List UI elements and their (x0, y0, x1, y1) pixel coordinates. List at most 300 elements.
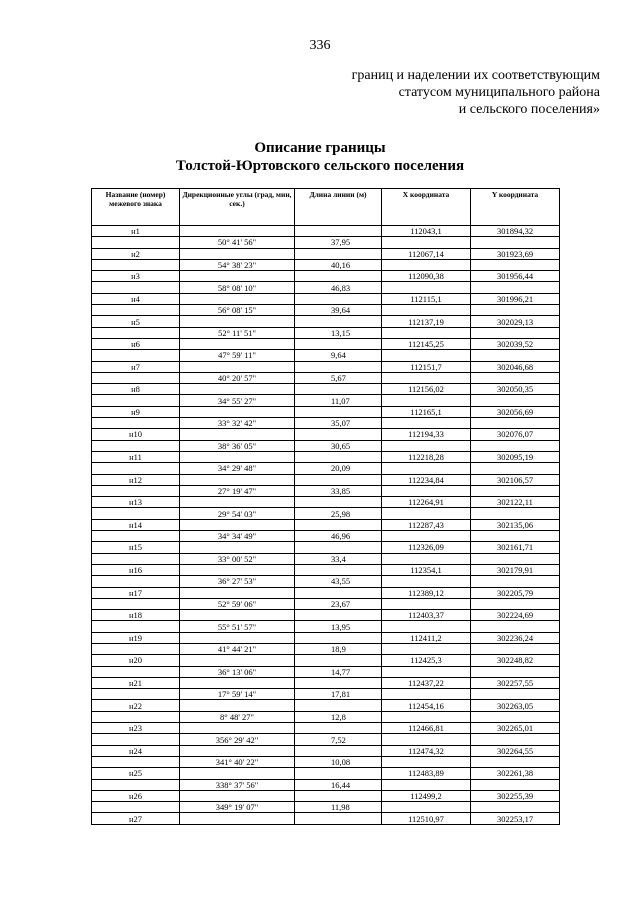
marker-name: н26 (92, 790, 180, 801)
line-length: 46,83 (295, 282, 382, 293)
empty-cell (471, 418, 560, 429)
y-coordinate: 302179,91 (471, 564, 560, 575)
x-coordinate: 112264,91 (382, 497, 471, 508)
x-coordinate: 112411,2 (382, 632, 471, 643)
x-coordinate: 112137,19 (382, 316, 471, 327)
document-title (0, 139, 640, 175)
table-row (92, 508, 560, 519)
header-x: Х координата (382, 189, 471, 226)
empty-cell (295, 497, 382, 508)
directional-angle: 33° 32' 42" (180, 418, 295, 429)
empty-cell (471, 689, 560, 700)
empty-cell (382, 598, 471, 609)
directional-angle: 34° 34' 49" (180, 531, 295, 542)
x-coordinate: 112151,7 (382, 361, 471, 372)
x-coordinate: 112145,25 (382, 338, 471, 349)
empty-cell (92, 576, 180, 587)
empty-cell (180, 338, 295, 349)
empty-cell (382, 395, 471, 406)
table-row (92, 621, 560, 632)
table-row (92, 790, 560, 801)
boundary-table (91, 188, 560, 825)
table-row (92, 440, 560, 451)
empty-cell (471, 553, 560, 564)
empty-cell (180, 293, 295, 304)
empty-cell (180, 519, 295, 530)
empty-cell (295, 226, 382, 237)
empty-cell (180, 700, 295, 711)
directional-angle: 338° 37' 56" (180, 779, 295, 790)
empty-cell (180, 610, 295, 621)
table-row (92, 813, 560, 824)
x-coordinate: 112389,12 (382, 587, 471, 598)
x-coordinate: 112354,1 (382, 564, 471, 575)
y-coordinate: 302257,55 (471, 677, 560, 688)
empty-cell (92, 734, 180, 745)
y-coordinate: 302255,39 (471, 790, 560, 801)
y-coordinate: 302224,69 (471, 610, 560, 621)
marker-name: н7 (92, 361, 180, 372)
line-length: 30,65 (295, 440, 382, 451)
empty-cell (382, 282, 471, 293)
empty-cell (92, 598, 180, 609)
empty-cell (382, 779, 471, 790)
x-coordinate: 112425,3 (382, 655, 471, 666)
empty-cell (92, 350, 180, 361)
y-coordinate: 302236,24 (471, 632, 560, 643)
empty-cell (295, 451, 382, 462)
table-row (92, 610, 560, 621)
continuation-line: и сельского поселения» (458, 102, 600, 117)
marker-name: н20 (92, 655, 180, 666)
table-row (92, 655, 560, 666)
directional-angle: 33° 00' 52" (180, 553, 295, 564)
table-row (92, 677, 560, 688)
y-coordinate: 302248,82 (471, 655, 560, 666)
directional-angle: 47° 59' 11" (180, 350, 295, 361)
marker-name: н4 (92, 293, 180, 304)
y-coordinate: 302122,11 (471, 497, 560, 508)
directional-angle: 349° 19' 07" (180, 802, 295, 813)
x-coordinate: 112115,1 (382, 293, 471, 304)
empty-cell (295, 768, 382, 779)
empty-cell (92, 666, 180, 677)
y-coordinate: 302095,19 (471, 451, 560, 462)
empty-cell (471, 802, 560, 813)
directional-angle: 40° 20' 57" (180, 372, 295, 383)
table-row (92, 384, 560, 395)
x-coordinate: 112326,09 (382, 542, 471, 553)
y-coordinate: 301894,32 (471, 226, 560, 237)
empty-cell (471, 372, 560, 383)
line-length: 20,09 (295, 463, 382, 474)
marker-name: н14 (92, 519, 180, 530)
table-row (92, 745, 560, 756)
directional-angle: 341° 40' 22" (180, 756, 295, 767)
table-row (92, 237, 560, 248)
table-row (92, 768, 560, 779)
marker-name: н6 (92, 338, 180, 349)
table-header-row (92, 189, 560, 226)
empty-cell (92, 259, 180, 270)
line-length: 33,4 (295, 553, 382, 564)
line-length: 39,64 (295, 305, 382, 316)
line-length: 33,85 (295, 485, 382, 496)
x-coordinate: 112474,32 (382, 745, 471, 756)
directional-angle: 27° 19' 47" (180, 485, 295, 496)
continuation-line: статусом муниципального района (398, 85, 600, 100)
empty-cell (382, 463, 471, 474)
marker-name: н13 (92, 497, 180, 508)
line-length: 37,95 (295, 237, 382, 248)
empty-cell (92, 553, 180, 564)
table-row (92, 711, 560, 722)
marker-name: н16 (92, 564, 180, 575)
empty-cell (92, 485, 180, 496)
page-number: 336 (309, 38, 331, 53)
empty-cell (295, 813, 382, 824)
marker-name: н23 (92, 723, 180, 734)
empty-cell (180, 406, 295, 417)
empty-cell (471, 282, 560, 293)
table-row (92, 293, 560, 304)
empty-cell (382, 576, 471, 587)
empty-cell (180, 813, 295, 824)
table-row (92, 259, 560, 270)
directional-angle: 41° 44' 21" (180, 643, 295, 654)
empty-cell (382, 259, 471, 270)
table-row (92, 531, 560, 542)
y-coordinate: 302029,13 (471, 316, 560, 327)
table-row (92, 700, 560, 711)
empty-cell (471, 734, 560, 745)
line-length: 9,64 (295, 350, 382, 361)
empty-cell (382, 666, 471, 677)
marker-name: н10 (92, 429, 180, 440)
table-row (92, 282, 560, 293)
table-row (92, 451, 560, 462)
table-row (92, 372, 560, 383)
empty-cell (382, 350, 471, 361)
line-length: 12,8 (295, 711, 382, 722)
x-coordinate: 112499,2 (382, 790, 471, 801)
empty-cell (382, 508, 471, 519)
line-length: 11,98 (295, 802, 382, 813)
empty-cell (382, 305, 471, 316)
table-row (92, 598, 560, 609)
table-row (92, 564, 560, 575)
y-coordinate: 302050,35 (471, 384, 560, 395)
y-coordinate: 302265,01 (471, 723, 560, 734)
empty-cell (471, 643, 560, 654)
x-coordinate: 112466,81 (382, 723, 471, 734)
directional-angle: 36° 13' 06" (180, 666, 295, 677)
table-row (92, 666, 560, 677)
empty-cell (92, 282, 180, 293)
y-coordinate: 302264,55 (471, 745, 560, 756)
table-row (92, 406, 560, 417)
empty-cell (295, 316, 382, 327)
empty-cell (92, 531, 180, 542)
x-coordinate: 112218,28 (382, 451, 471, 462)
line-length: 43,55 (295, 576, 382, 587)
x-coordinate: 112234,84 (382, 474, 471, 485)
empty-cell (180, 564, 295, 575)
empty-cell (180, 474, 295, 485)
line-length: 5,67 (295, 372, 382, 383)
header-name: Название (номер) межевого знака (92, 189, 180, 226)
empty-cell (382, 643, 471, 654)
table-row (92, 485, 560, 496)
y-coordinate: 302263,05 (471, 700, 560, 711)
empty-cell (180, 271, 295, 282)
marker-name: н19 (92, 632, 180, 643)
empty-cell (92, 418, 180, 429)
y-coordinate: 302253,17 (471, 813, 560, 824)
marker-name: н1 (92, 226, 180, 237)
empty-cell (180, 384, 295, 395)
empty-cell (471, 237, 560, 248)
table-row (92, 779, 560, 790)
table-row (92, 689, 560, 700)
marker-name: н17 (92, 587, 180, 598)
empty-cell (382, 734, 471, 745)
empty-cell (382, 485, 471, 496)
table-row (92, 587, 560, 598)
directional-angle: 356° 29' 42" (180, 734, 295, 745)
marker-name: н27 (92, 813, 180, 824)
empty-cell (382, 418, 471, 429)
empty-cell (92, 327, 180, 338)
empty-cell (295, 406, 382, 417)
empty-cell (382, 711, 471, 722)
empty-cell (471, 395, 560, 406)
marker-name: н8 (92, 384, 180, 395)
continuation-text (352, 67, 600, 118)
empty-cell (295, 790, 382, 801)
empty-cell (471, 531, 560, 542)
x-coordinate: 112090,38 (382, 271, 471, 282)
empty-cell (295, 384, 382, 395)
empty-cell (180, 677, 295, 688)
table-row (92, 361, 560, 372)
empty-cell (382, 440, 471, 451)
marker-name: н11 (92, 451, 180, 462)
directional-angle: 50° 41' 56" (180, 237, 295, 248)
table-row (92, 802, 560, 813)
directional-angle: 55° 51' 57" (180, 621, 295, 632)
x-coordinate: 112510,97 (382, 813, 471, 824)
empty-cell (471, 666, 560, 677)
directional-angle: 56° 08' 15" (180, 305, 295, 316)
x-coordinate: 112067,14 (382, 248, 471, 259)
empty-cell (92, 372, 180, 383)
empty-cell (92, 237, 180, 248)
line-length: 13,95 (295, 621, 382, 632)
line-length: 13,15 (295, 327, 382, 338)
empty-cell (180, 361, 295, 372)
x-coordinate: 112437,22 (382, 677, 471, 688)
empty-cell (382, 372, 471, 383)
empty-cell (295, 361, 382, 372)
empty-cell (295, 271, 382, 282)
marker-name: н5 (92, 316, 180, 327)
empty-cell (180, 632, 295, 643)
empty-cell (92, 756, 180, 767)
empty-cell (382, 531, 471, 542)
table-row (92, 553, 560, 564)
empty-cell (382, 802, 471, 813)
x-coordinate: 112156,02 (382, 384, 471, 395)
x-coordinate: 112043,1 (382, 226, 471, 237)
empty-cell (382, 327, 471, 338)
empty-cell (92, 802, 180, 813)
line-length: 35,07 (295, 418, 382, 429)
table-row (92, 542, 560, 553)
empty-cell (295, 677, 382, 688)
empty-cell (295, 723, 382, 734)
line-length: 18,9 (295, 643, 382, 654)
y-coordinate: 302046,68 (471, 361, 560, 372)
empty-cell (295, 655, 382, 666)
empty-cell (295, 293, 382, 304)
empty-cell (180, 542, 295, 553)
table-row (92, 226, 560, 237)
empty-cell (295, 632, 382, 643)
marker-name: н2 (92, 248, 180, 259)
line-length: 46,96 (295, 531, 382, 542)
directional-angle: 58° 08' 10" (180, 282, 295, 293)
empty-cell (471, 756, 560, 767)
y-coordinate: 301923,69 (471, 248, 560, 259)
x-coordinate: 112287,43 (382, 519, 471, 530)
x-coordinate: 112194,33 (382, 429, 471, 440)
y-coordinate: 302076,07 (471, 429, 560, 440)
table-row (92, 497, 560, 508)
header-angle: Дирекционные углы (град, мин, сек.) (180, 189, 295, 226)
table-body (92, 226, 560, 825)
y-coordinate: 302261,38 (471, 768, 560, 779)
empty-cell (180, 587, 295, 598)
empty-cell (471, 621, 560, 632)
empty-cell (180, 497, 295, 508)
empty-cell (92, 689, 180, 700)
line-length: 40,16 (295, 259, 382, 270)
empty-cell (180, 655, 295, 666)
y-coordinate: 302106,57 (471, 474, 560, 485)
marker-name: н24 (92, 745, 180, 756)
empty-cell (471, 711, 560, 722)
empty-cell (180, 768, 295, 779)
directional-angle: 34° 55' 27" (180, 395, 295, 406)
empty-cell (92, 779, 180, 790)
marker-name: н18 (92, 610, 180, 621)
x-coordinate: 112403,37 (382, 610, 471, 621)
empty-cell (471, 485, 560, 496)
table-row (92, 429, 560, 440)
y-coordinate: 301956,44 (471, 271, 560, 282)
empty-cell (295, 474, 382, 485)
empty-cell (471, 305, 560, 316)
empty-cell (471, 463, 560, 474)
empty-cell (295, 338, 382, 349)
marker-name: н3 (92, 271, 180, 282)
directional-angle: 36° 27' 53" (180, 576, 295, 587)
line-length: 25,98 (295, 508, 382, 519)
empty-cell (92, 463, 180, 474)
header-length: Длина линии (м) (295, 189, 382, 226)
empty-cell (180, 451, 295, 462)
y-coordinate: 302056,69 (471, 406, 560, 417)
table-row (92, 316, 560, 327)
empty-cell (180, 316, 295, 327)
y-coordinate: 302161,71 (471, 542, 560, 553)
marker-name: н22 (92, 700, 180, 711)
line-length: 7,52 (295, 734, 382, 745)
line-length: 14,77 (295, 666, 382, 677)
empty-cell (471, 779, 560, 790)
title-line: Толстой-Юртовского сельского поселения (175, 158, 465, 174)
empty-cell (295, 564, 382, 575)
empty-cell (180, 226, 295, 237)
table-row (92, 519, 560, 530)
empty-cell (295, 610, 382, 621)
empty-cell (180, 429, 295, 440)
directional-angle: 38° 36' 05" (180, 440, 295, 451)
x-coordinate: 112165,1 (382, 406, 471, 417)
directional-angle: 52° 59' 06" (180, 598, 295, 609)
empty-cell (295, 587, 382, 598)
table-row (92, 305, 560, 316)
y-coordinate: 302039,52 (471, 338, 560, 349)
header-y: Y координата (471, 189, 560, 226)
marker-name: н12 (92, 474, 180, 485)
table-row (92, 338, 560, 349)
empty-cell (180, 745, 295, 756)
empty-cell (92, 395, 180, 406)
empty-cell (295, 429, 382, 440)
empty-cell (92, 711, 180, 722)
table-row (92, 632, 560, 643)
table-row (92, 248, 560, 259)
directional-angle: 52° 11' 51" (180, 327, 295, 338)
empty-cell (471, 259, 560, 270)
empty-cell (382, 689, 471, 700)
empty-cell (92, 621, 180, 632)
continuation-line: границ и наделении их соответствующим (351, 68, 600, 83)
empty-cell (295, 745, 382, 756)
line-length: 23,67 (295, 598, 382, 609)
marker-name: н15 (92, 542, 180, 553)
table-row (92, 418, 560, 429)
empty-cell (471, 440, 560, 451)
table-row (92, 350, 560, 361)
table-row (92, 734, 560, 745)
empty-cell (471, 598, 560, 609)
table-row (92, 723, 560, 734)
empty-cell (471, 327, 560, 338)
marker-name: н9 (92, 406, 180, 417)
table-row (92, 271, 560, 282)
marker-name: н21 (92, 677, 180, 688)
table-row (92, 576, 560, 587)
table-row (92, 474, 560, 485)
line-length: 17,81 (295, 689, 382, 700)
line-length: 11,07 (295, 395, 382, 406)
directional-angle: 54° 38' 23" (180, 259, 295, 270)
y-coordinate: 302205,79 (471, 587, 560, 598)
y-coordinate: 302135,06 (471, 519, 560, 530)
